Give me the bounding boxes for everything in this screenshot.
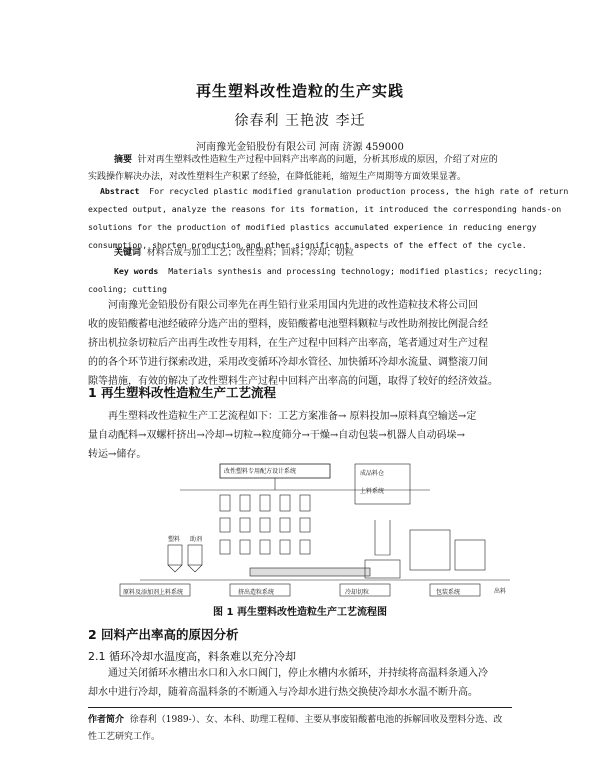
fig-label-bottom-2: 挤出造粒系统 (238, 589, 275, 596)
abstract-cn-line-1: 针对再生塑料改性造粒生产过程中回料产出率高的问题，分析其形成的原因，介绍了对应的 (137, 155, 498, 165)
abstract-cn-line-2: 实践操作解决办法，对改性塑料生产积累了经验，在降低能耗，缩短生产周期等方面效果显著。 (88, 172, 467, 182)
section-2-heading: 2 回料产出率高的原因分析 (88, 627, 239, 642)
section-1-line-1: 再生塑料改性造粒生产工艺流程如下：工艺方案准备→ 原料投加→原料真空输送→定 (108, 411, 477, 422)
section-2-1-heading: 2.1 循环冷却水温度高，料条难以充分冷却 (88, 650, 296, 663)
abstract-en-line-1: For recycled plastic modified granulation production process, the high rate of return (149, 186, 569, 196)
keywords-cn-text: 材料合成与加工工艺；改性塑料；回料；冷却；切粒 (146, 248, 354, 258)
abstract-cn (114, 152, 514, 169)
fig-label-bottom-3: 冷却切粒 (345, 589, 370, 596)
intro-line-4: 的的各个环节进行探索改进，采用改变循环冷却水管径、加快循环冷却水流量、调整滚刀间 (88, 357, 488, 368)
section-2-line-1: 通过关闭循环水槽出水口和入水口阀门，停止水槽内水循环，并持续将高温料条通入冷 (108, 668, 488, 679)
fig-label-right-mid: 上料系统 (360, 488, 385, 495)
fig-label-bottom-1: 原料及添加剂上料系统 (123, 589, 184, 596)
raw-material-silos (168, 545, 202, 572)
fig-label-top: 改性塑料专用配方设计系统 (224, 468, 297, 475)
paper-title: 再生塑料改性造粒的生产实践 (195, 82, 404, 100)
intro-line-1: 河南豫光金铅股份有限公司率先在再生铅行业采用国内先进的改性造粒技术将公司回 (108, 300, 478, 311)
fig-label-left-b: 助剂 (190, 536, 203, 543)
fig-label-right-top: 成品料仓 (360, 470, 385, 477)
section-1-heading: 1 再生塑料改性造粒生产工艺流程 (88, 385, 277, 400)
keywords-en-line-1: Materials synthesis and processing technology; modified plastics; recycling; (168, 266, 543, 276)
intro-line-5: 隙等措施，有效的解决了改性塑料生产过程中回料产出率高的问题，取得了较好的经济效益。 (88, 376, 498, 387)
footnote (88, 712, 518, 746)
fig-label-left-a: 塑料 (168, 536, 181, 543)
footnote-label: 作者简介 (88, 715, 125, 725)
abstract-en-label: Abstract (100, 186, 140, 196)
keywords-en (114, 262, 543, 281)
keywords-en-line-2: cooling; cutting (88, 284, 167, 294)
figure-caption: 图 1 再生塑料改性造粒生产工艺流程图 (213, 607, 387, 618)
process-flow-diagram (110, 460, 520, 600)
footnote-line-1: 徐春利（1989-）、女、本科、助理工程师、主要从事废铅酸蓄电池的拆解回收及塑料分选、改 (129, 715, 503, 725)
robot-palletizer (455, 540, 485, 570)
abstract-en-line-4: consumption, shorten production and other significant aspects of the effect of the cycle. (88, 240, 527, 250)
footnote-rule (88, 707, 512, 708)
keywords-en-label: Key words (114, 266, 159, 276)
abstract-en-line-2: expected output, analyze the reasons for its formation, it introduced the corresponding hands-on (88, 204, 562, 214)
fig-label-bottom-4: 包装系统 (436, 589, 461, 596)
section-1-line-2: 量自动配料→双螺杆挤出→冷却→切粒→粒度筛分→干燥→自动包装→机器人自动码垛→ (88, 430, 466, 441)
footnote-line-2: 性工艺研究工作。 (88, 732, 161, 742)
affiliation: 河南豫光金铅股份有限公司 河南 济源 459000 (196, 142, 404, 153)
abstract-en (100, 182, 569, 201)
intro-line-3: 挤出机拉条切粒后产出再生改性专用料，在生产过程中回料产出率高，笔者通过对生产过程 (88, 338, 488, 349)
section-2-paragraph (88, 664, 518, 702)
paper-authors: 徐春利 王艳波 李迁 (234, 113, 366, 129)
fig-label-bottom-5: 出料 (494, 588, 507, 595)
keywords-cn (114, 245, 354, 262)
extruder (250, 568, 370, 576)
section-2-line-2: 却水中进行冷却，随着高温料条的不断通入与冷却水进行热交换使冷却水水温不断升高。 (88, 687, 478, 698)
packing-station (410, 530, 450, 570)
abstract-en-line-3: solutions for the production of modified plastics accumulated experience in reducing energy (88, 222, 537, 232)
intro-line-2: 收的废铅酸蓄电池经破碎分选产出的塑料，废铅酸蓄电池塑料颗粒与改性助剂按比例混合经 (88, 319, 488, 330)
intro-paragraph (88, 296, 518, 391)
keywords-cn-label: 关键词 (114, 248, 142, 258)
abstract-cn-label: 摘要 (114, 155, 133, 165)
section-1-paragraph (88, 407, 518, 464)
section-1-line-3: 转运→储存。 (88, 449, 147, 460)
feeder-array (220, 495, 310, 554)
process-flow-figure (110, 460, 520, 600)
